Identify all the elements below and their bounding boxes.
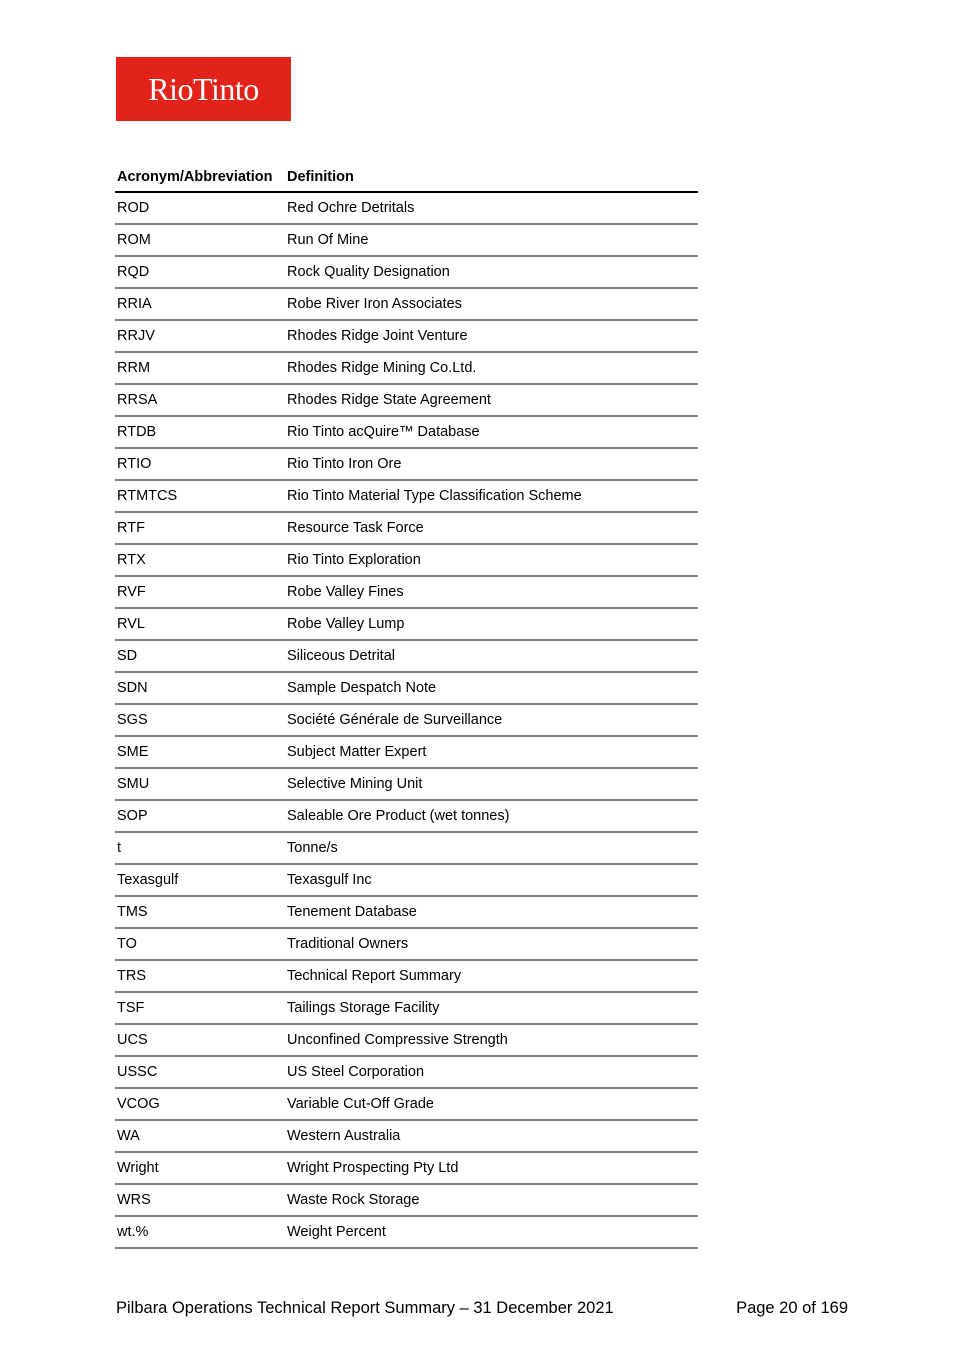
table-row bbox=[115, 801, 698, 833]
table-row bbox=[115, 193, 698, 225]
acronym-cell: WRS bbox=[117, 1192, 151, 1208]
table-row bbox=[115, 865, 698, 897]
page-footer bbox=[116, 1299, 848, 1318]
acronym-cell: t bbox=[117, 840, 122, 856]
acronym-cell: RTIO bbox=[117, 456, 152, 472]
acronym-table bbox=[115, 162, 698, 1249]
table-row bbox=[115, 961, 698, 993]
page-number: Page 20 of 169 bbox=[736, 1299, 848, 1317]
definition-cell: Siliceous Detrital bbox=[287, 648, 395, 664]
acronym-cell: SME bbox=[117, 744, 149, 760]
table-row bbox=[115, 481, 698, 513]
acronym-cell: Texasgulf bbox=[117, 872, 179, 888]
table-row bbox=[115, 1057, 698, 1089]
definition-cell: Rhodes Ridge Mining Co.Ltd. bbox=[287, 360, 477, 376]
table-row bbox=[115, 673, 698, 705]
acronym-cell: RRIA bbox=[117, 296, 152, 312]
definition-cell: Robe River Iron Associates bbox=[287, 296, 462, 312]
table-row bbox=[115, 513, 698, 545]
acronym-cell: Wright bbox=[117, 1160, 159, 1176]
table-row bbox=[115, 769, 698, 801]
acronym-cell: WA bbox=[117, 1128, 140, 1144]
definition-cell: Rhodes Ridge State Agreement bbox=[287, 392, 491, 408]
footer-title: Pilbara Operations Technical Report Summary – 31 December 2021 bbox=[116, 1299, 614, 1317]
definition-cell: Weight Percent bbox=[287, 1224, 386, 1240]
definition-cell: Robe Valley Lump bbox=[287, 616, 405, 632]
definition-cell: Resource Task Force bbox=[287, 520, 424, 536]
table-row bbox=[115, 1121, 698, 1153]
acronym-cell: TO bbox=[117, 936, 137, 952]
definition-cell: Tenement Database bbox=[287, 904, 417, 920]
acronym-cell: RTF bbox=[117, 520, 145, 536]
table-row bbox=[115, 257, 698, 289]
table-row bbox=[115, 417, 698, 449]
acronym-cell: RRSA bbox=[117, 392, 158, 408]
acronym-cell: USSC bbox=[117, 1064, 158, 1080]
definition-cell: Rio Tinto Material Type Classification Scheme bbox=[287, 488, 582, 504]
definition-cell: Sample Despatch Note bbox=[287, 680, 437, 696]
definition-cell: Rio Tinto acQuire™ Database bbox=[287, 424, 480, 440]
acronym-cell: RQD bbox=[117, 264, 150, 280]
table-row bbox=[115, 705, 698, 737]
acronym-cell: VCOG bbox=[117, 1096, 160, 1112]
table-row bbox=[115, 1089, 698, 1121]
table-row bbox=[115, 545, 698, 577]
acronym-cell: wt.% bbox=[117, 1224, 149, 1240]
header-definition: Definition bbox=[287, 168, 354, 185]
table-row bbox=[115, 993, 698, 1025]
table-row bbox=[115, 1153, 698, 1185]
definition-cell: Rio Tinto Exploration bbox=[287, 552, 421, 568]
table-row bbox=[115, 1185, 698, 1217]
acronym-cell: RVF bbox=[117, 584, 146, 600]
acronym-cell: RTDB bbox=[117, 424, 157, 440]
table-header-row bbox=[115, 162, 698, 193]
acronym-cell: SD bbox=[117, 648, 138, 664]
table-row bbox=[115, 897, 698, 929]
definition-cell: Waste Rock Storage bbox=[287, 1192, 420, 1208]
definition-cell: Robe Valley Fines bbox=[287, 584, 404, 600]
definition-cell: Saleable Ore Product (wet tonnes) bbox=[287, 808, 510, 824]
table-row bbox=[115, 929, 698, 961]
acronym-cell: SOP bbox=[117, 808, 148, 824]
table-row bbox=[115, 737, 698, 769]
table-row bbox=[115, 449, 698, 481]
definition-cell: Tonne/s bbox=[287, 840, 338, 856]
table-row bbox=[115, 353, 698, 385]
definition-cell: Technical Report Summary bbox=[287, 968, 462, 984]
acronym-cell: UCS bbox=[117, 1032, 148, 1048]
definition-cell: Unconfined Compressive Strength bbox=[287, 1032, 508, 1048]
acronym-cell: ROM bbox=[117, 232, 151, 248]
definition-cell: Traditional Owners bbox=[287, 936, 409, 952]
table-row bbox=[115, 609, 698, 641]
acronym-cell: ROD bbox=[117, 200, 150, 216]
table-row bbox=[115, 225, 698, 257]
table-row bbox=[115, 1025, 698, 1057]
definition-cell: US Steel Corporation bbox=[287, 1064, 425, 1080]
acronym-cell: TRS bbox=[117, 968, 146, 984]
rio-tinto-logo: RioTinto bbox=[116, 57, 291, 121]
acronym-cell: RTX bbox=[117, 552, 146, 568]
definition-cell: Selective Mining Unit bbox=[287, 776, 423, 792]
definition-cell: Run Of Mine bbox=[287, 232, 369, 248]
acronym-cell: RRM bbox=[117, 360, 151, 376]
definition-cell: Rio Tinto Iron Ore bbox=[287, 456, 402, 472]
acronym-cell: RVL bbox=[117, 616, 145, 632]
definition-cell: Rock Quality Designation bbox=[287, 264, 450, 280]
definition-cell: Red Ochre Detritals bbox=[287, 200, 415, 216]
table-row bbox=[115, 385, 698, 417]
acronym-cell: SGS bbox=[117, 712, 148, 728]
definition-cell: Western Australia bbox=[287, 1128, 401, 1144]
acronym-cell: RTMTCS bbox=[117, 488, 178, 504]
acronym-cell: TSF bbox=[117, 1000, 145, 1016]
table-row bbox=[115, 577, 698, 609]
acronym-cell: RRJV bbox=[117, 328, 155, 344]
definition-cell: Texasgulf Inc bbox=[287, 872, 372, 888]
definition-cell: Société Générale de Surveillance bbox=[287, 712, 503, 728]
table-row bbox=[115, 641, 698, 673]
table-row bbox=[115, 833, 698, 865]
definition-cell: Wright Prospecting Pty Ltd bbox=[287, 1160, 459, 1176]
acronym-cell: TMS bbox=[117, 904, 148, 920]
acronym-cell: SDN bbox=[117, 680, 148, 696]
acronym-cell: SMU bbox=[117, 776, 150, 792]
definition-cell: Rhodes Ridge Joint Venture bbox=[287, 328, 468, 344]
table-row bbox=[115, 289, 698, 321]
table-row bbox=[115, 321, 698, 353]
definition-cell: Subject Matter Expert bbox=[287, 744, 427, 760]
table-row bbox=[115, 1217, 698, 1249]
header-acronym: Acronym/Abbreviation bbox=[117, 168, 273, 185]
definition-cell: Tailings Storage Facility bbox=[287, 1000, 440, 1016]
definition-cell: Variable Cut-Off Grade bbox=[287, 1096, 434, 1112]
